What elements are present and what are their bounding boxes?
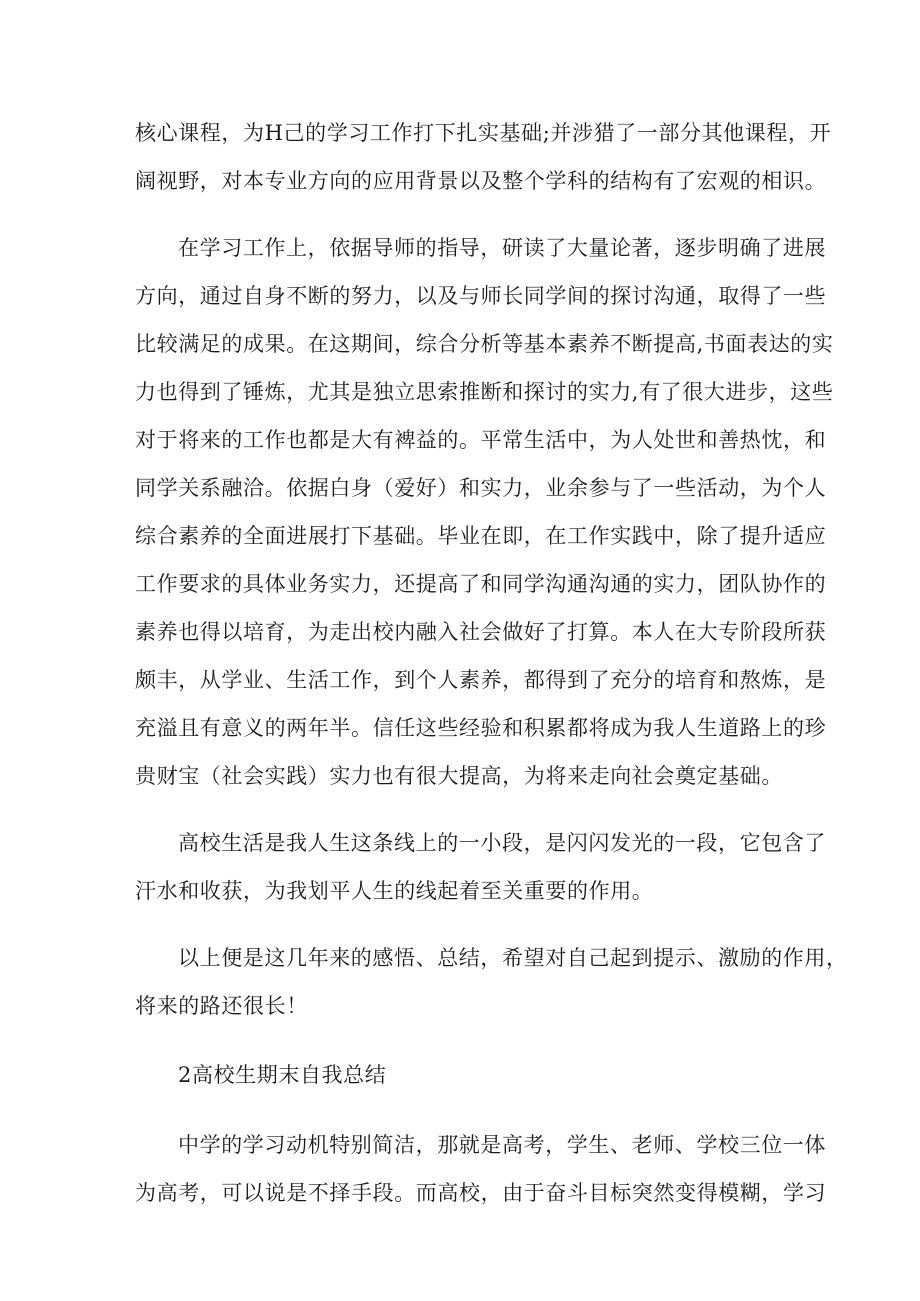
body-text-line: 颇丰，从学业、生活工作，到个人素养，都得到了充分的培育和熬炼，是 [135,668,827,692]
body-text-line: 素养也得以培育，为走出校内融入社会做好了打算。本人在大专阶段所获 [135,620,827,644]
paragraph-first-line: 高校生活是我人生这条线上的一小段，是闪闪发光的一段，它包含了 [178,831,826,855]
paragraph-first-line: 在学习工作上，依据导师的指导，研读了大量论著，逐步明确了进展 [178,236,826,260]
body-text-line: 方向，通过自身不断的努力，以及与师长同学间的探讨沟通，取得了一些 [135,284,827,308]
paragraph-first-line: 以上便是这几年来的感悟、总结，希望对自己起到提示、激励的作用， [178,946,848,970]
body-text-line: 力也得到了锤炼，尤其是独立思索推断和探讨的实力,有了很大进步，这些 [135,380,834,404]
body-text-line: 充溢且有意义的两年半。信任这些经验和积累都将成为我人生道路上的珍 [135,716,827,740]
body-text-line: 同学关系融洽。依据白身（爱好）和实力，业余参与了一些活动，为个人 [135,476,827,500]
body-text-line: 贵财宝（社会实践）实力也有很大提高，为将来走向社会奠定基础。 [135,764,783,788]
body-text-line: 核心课程，为H己的学习工作打下扎实基础;并涉猎了一部分其他课程，开 [135,121,832,145]
body-text-line: 阔视野，对本专业方向的应用背景以及整个学科的结构有了宏观的相识。 [135,169,827,193]
body-text-line: 比较满足的成果。在这期间，综合分析等基本素养不断提高,书面表达的实 [135,332,834,356]
body-text-line: 汗水和收获，为我划平人生的线起着至关重要的作用。 [135,879,654,903]
body-text-line: 工作要求的具体业务实力，还提高了和同学沟通沟通的实力，团队协作的 [135,572,827,596]
body-text-line: 综合素养的全面进展打下基础。毕业在即，在工作实践中，除了提升适应 [135,524,827,548]
paragraph-first-line: 中学的学习动机特别简洁，那就是高考，学生、老师、学校三位一体 [178,1133,826,1157]
body-text-line: 为高考，可以说是不择手段。而高校，由于奋斗目标突然变得模糊，学习 [135,1181,827,1205]
body-text-line: 将来的路还很长！ [135,994,308,1018]
body-text-line: 对于将来的工作也都是大有裨益的。平常生活中，为人处世和善热忱，和 [135,428,827,452]
section-heading: 2高校生期末自我总结 [178,1063,387,1087]
